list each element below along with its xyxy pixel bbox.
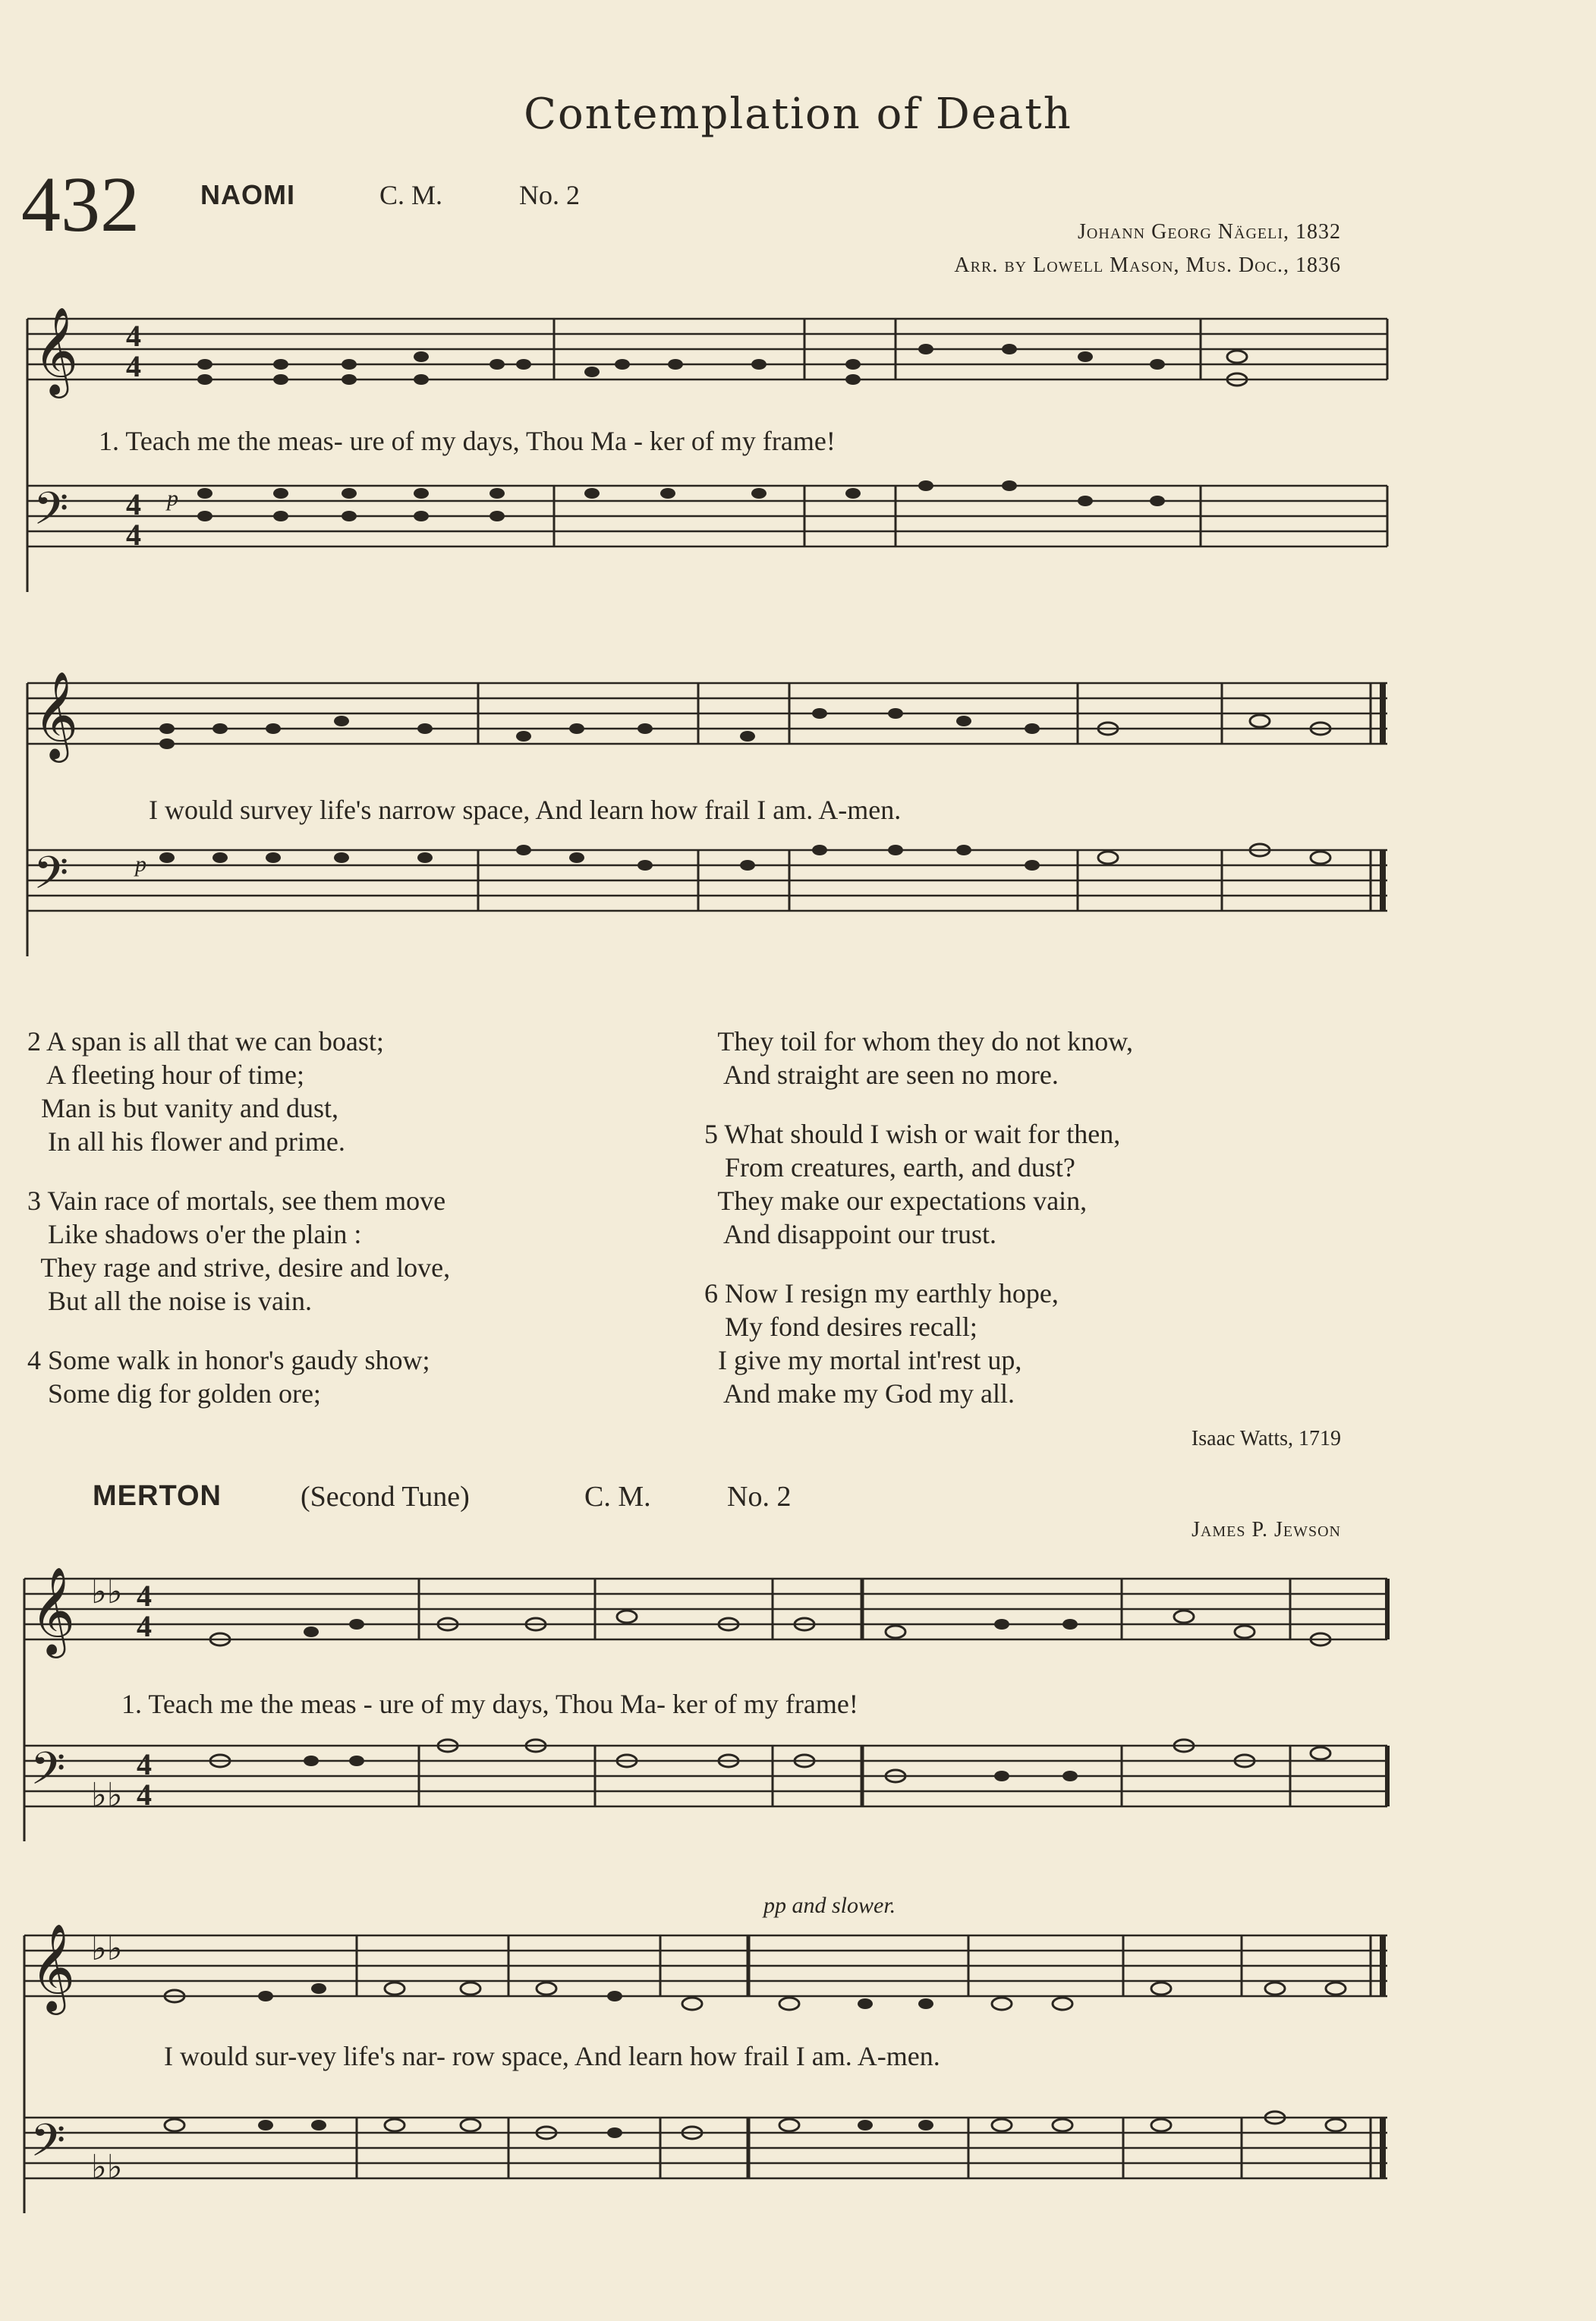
svg-text:4: 4 <box>137 1609 152 1643</box>
svg-text:𝄞: 𝄞 <box>30 1923 76 2011</box>
svg-text:𝄢: 𝄢 <box>30 2114 66 2178</box>
tune1-lyric-line2: I would survey life's narrow space, And learn how frail I am. A-men. <box>149 795 902 825</box>
svg-text:♭♭: ♭♭ <box>91 1777 123 1814</box>
tune1-number: No. 2 <box>519 180 580 210</box>
tune2-system2-staff <box>0 1920 1596 2224</box>
svg-text:𝄞: 𝄞 <box>30 1566 76 1655</box>
svg-text:𝄢: 𝄢 <box>33 482 69 546</box>
verse-4-continued: They toil for whom they do not know, And straight are seen no more. <box>717 1026 1133 1090</box>
verse-5: 5 What should I wish or wait for then, From creatures, earth, and dust? They make our expectations vain, And disappoint our trust. <box>704 1119 1121 1249</box>
tune2-name: MERTON <box>93 1480 222 1512</box>
svg-text:♭♭: ♭♭ <box>91 1930 123 1967</box>
tune1-dynamic-2: p <box>135 852 146 877</box>
verse-3: 3 Vain race of mortals, see them move Like shadows o'er the plain : They rage and strive, desire and love, But all the noise is vain. <box>27 1186 451 1316</box>
svg-text:4: 4 <box>126 319 141 353</box>
tune2-meter: C. M. <box>584 1481 651 1513</box>
tune2-composer: James P. Jewson <box>1191 1518 1341 1542</box>
tune2-number: No. 2 <box>727 1481 792 1513</box>
verse-6: 6 Now I resign my earthly hope, My fond desires recall; I give my mortal int'rest up, And make my God my all. <box>704 1278 1059 1409</box>
svg-text:4: 4 <box>126 518 141 552</box>
tune1-dynamic-1: p <box>167 486 178 511</box>
verse-author: Isaac Watts, 1719 <box>1191 1427 1341 1450</box>
tune2-tempo-marking: pp and slower. <box>763 1893 896 1918</box>
svg-text:4: 4 <box>137 1579 152 1613</box>
svg-text:𝄞: 𝄞 <box>33 670 79 759</box>
svg-text:𝄞: 𝄞 <box>33 306 79 395</box>
tune1-system1-treble-staff <box>0 304 1596 638</box>
tune2-lyric-line1: 1. Teach me the meas - ure of my days, Thou Ma- ker of my frame! <box>121 1689 858 1719</box>
svg-text:4: 4 <box>126 349 141 383</box>
page-title: Contemplation of Death <box>524 90 1072 139</box>
hymn-number: 432 <box>21 161 140 248</box>
tune1-name: NAOMI <box>200 179 295 210</box>
tune1-arranger: Arr. by Lowell Mason, Mus. Doc., 1836 <box>954 254 1341 277</box>
svg-text:4: 4 <box>126 487 141 521</box>
tune2-lyric-line2: I would sur-vey life's nar- row space, And learn how frail I am. A-men. <box>164 2041 940 2071</box>
tune1-system2-staff <box>0 668 1596 1002</box>
verse-4: 4 Some walk in honor's gaudy show; Some dig for golden ore; <box>27 1345 430 1409</box>
svg-text:♭♭: ♭♭ <box>91 1573 123 1611</box>
svg-text:4: 4 <box>137 1778 152 1812</box>
tune1-meter: C. M. <box>379 180 443 210</box>
svg-text:𝄢: 𝄢 <box>30 1742 66 1806</box>
svg-text:♭♭: ♭♭ <box>91 2149 123 2186</box>
svg-text:𝄢: 𝄢 <box>33 846 69 910</box>
tune1-composer: Johann Georg Nägeli, 1832 <box>1078 220 1341 244</box>
tune1-lyric-line1: 1. Teach me the meas- ure of my days, Thou Ma - ker of my frame! <box>99 426 836 456</box>
svg-text:4: 4 <box>137 1747 152 1781</box>
tune2-subtitle: (Second Tune) <box>301 1481 470 1513</box>
verse-2: 2 A span is all that we can boast; A fleeting hour of time; Man is but vanity and dust, In all his flower and prime. <box>27 1026 384 1157</box>
